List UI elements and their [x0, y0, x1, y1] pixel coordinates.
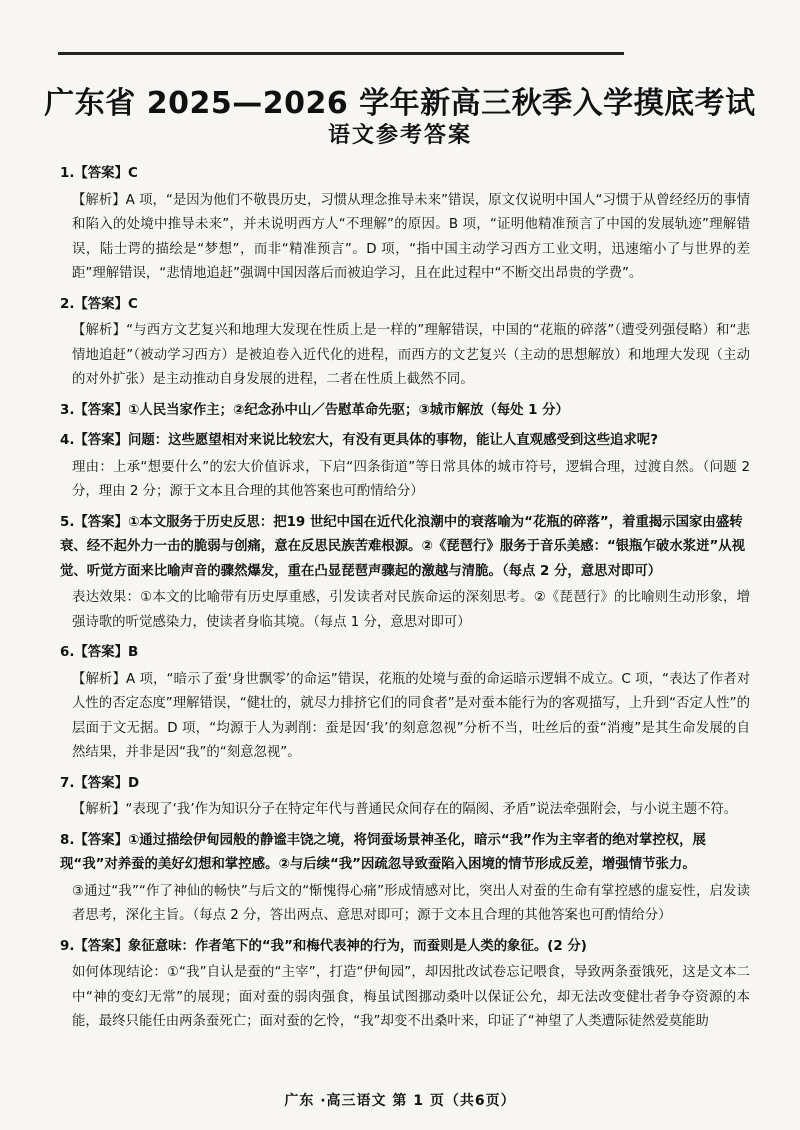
- page-title: 广东省 2025—2026 学年新高三秋季入学摸底考试: [44, 86, 756, 121]
- question-3: [60, 399, 750, 424]
- question-2-explanation: 【解析】“与西方文艺复兴和地理大发现在性质上是一样的”理解错误，中国的“花瓶的碎落”（遭受列强侵略）和“悲情地追赶”（被动学习西方）是被迫卷入近代化的进程，而西方的文艺复兴（主动的思想解放）和地理大发现（主动的对外扩张）是主动推动自身发展的进程，二者在性质上截然不同。: [72, 323, 750, 387]
- question-8-point-3: ③通过“我”“作了神仙的畅快”与后文的“惭愧得心痛”形成情感对比，突出人对蚕的生命有掌控感的虚妄性，启发读者思考，深化主旨。（每点 2 分，答出两点、意思对即可；源于文本且合理的其他答案也可酌情给分）: [72, 883, 750, 923]
- question-4-reason: 理由：上承“想要什么”的宏大价值诉求，下启“四条街道”等日常具体的城市符号，逻辑合理，过渡自然。（问题 2 分，理由 2 分；源于文本且合理的其他答案也可酌情给分）: [72, 459, 750, 499]
- question-1-answer: 1.【答案】C: [60, 166, 138, 181]
- question-8: [60, 829, 750, 929]
- question-9-explanation: 如何体现结论：①“我”自认是蚕的“主宰”，打造“伊甸园”，却因批改试卷忘记喂食，导致两条蚕饿死，这是文本二中“神的变幻无常”的展现；面对蚕的弱肉强食，梅虽试图挪动桑叶以保证公允，却无法改变健壮者争夺资源的本能，最终只能任由两条蚕死亡；面对蚕的乞怜，“我”却变不出桑叶来，印证了“神望了人类遭际徒然爱莫能助: [72, 965, 750, 1029]
- question-7: [60, 772, 750, 823]
- question-6-answer: 6.【答案】B: [60, 645, 139, 660]
- answer-list: [60, 162, 750, 1041]
- question-5: [60, 511, 750, 636]
- question-8-answer: 8.【答案】①通过描绘伊甸园般的静谧丰饶之境，将饲蚕场景神圣化，暗示“我”作为主宰者的绝对掌控权，展现“我”对养蚕的美好幻想和掌控感。②与后续“我”因疏忽导致蚕陷入困境的情节形成反差，增强情节张力。: [60, 832, 706, 872]
- question-1-explanation: 【解析】A 项，“是因为他们不敬畏历史，习惯从理念推导未来”错误，原文仅说明中国人“习惯于从曾经经历的事情和陷入的处境中推导未来”，并未说明西方人“不理解”的原因。B 项，“证明他精准预言了中国的发展轨迹”理解错误，陆士谔的描绘是“梦想”，而非“精准预言”。D 项，“指中国主动学习西方工业文明，迅速缩小了与世界的差距”理解错误，“悲情地追赶”强调中国因落后而被迫学习，且在此过程中“不断交出昂贵的学费”。: [72, 192, 750, 281]
- question-6: [60, 641, 750, 766]
- question-6-explanation: 【解析】A 项，“暗示了蚕‘身世飘零’的命运”错误，花瓶的处境与蚕的命运暗示逻辑不成立。C 项，“表达了作者对人性的否定态度”理解错误，“健壮的，就尽力排挤它们的同食者”是对蚕本能行为的客观描写，上升到“否定人性”的层面于文无据。D 项，“均源于人为剥削：蚕是因‘我’的刻意忽视”分析不当，吐丝后的蚕“消瘦”是其生命发展的自然结果，并非是因“我”的“刻意忽视”。: [72, 671, 750, 760]
- question-9-answer: 9.【答案】象征意味：作者笔下的“我”和梅代表神的行为，而蚕则是人类的象征。(2 分): [60, 938, 587, 954]
- question-4: [60, 429, 750, 505]
- question-4-answer: 4.【答案】问题：这些愿望相对来说比较宏大，有没有更具体的事物，能让人直观感受到这些追求呢?: [60, 433, 658, 448]
- page-subtitle: 语文参考答案: [327, 123, 472, 148]
- question-2-answer: 2.【答案】C: [60, 296, 138, 312]
- question-5-effect: 表达效果：①本文的比喻带有历史厚重感，引发读者对民族命运的深刻思考。②《琵琶行》的比喻则生动形象，增强诗歌的听觉感染力，使读者身临其境。（每点 1 分，意思对即可）: [72, 590, 750, 630]
- question-1: [60, 162, 750, 287]
- question-5-answer: 5.【答案】①本文服务于历史反思：把19 世纪中国在近代化浪潮中的衰落喻为“花瓶的碎落”，着重揭示国家由盛转衰、经不起外力一击的脆弱与创痛，意在反思民族苦难根源。②《琵琶行》服务于音乐美感：“银瓶乍破水浆迸”从视觉、听觉方面来比喻声音的骤然爆发，重在凸显琵琶声骤起的激越与清脆。（每点 2 分，意思对即可）: [60, 514, 746, 579]
- top-rule-divider: [58, 52, 624, 55]
- question-2: [60, 293, 750, 393]
- page-footer: 广东 ·高三语文 第 1 页（共6页）: [284, 1093, 516, 1109]
- question-7-answer: 7.【答案】D: [60, 775, 140, 791]
- question-9: [60, 935, 750, 1035]
- question-3-answer: 3.【答案】①人民当家作主；②纪念孙中山／告慰革命先驱；③城市解放（每处 1 分）: [60, 402, 569, 418]
- question-7-explanation: 【解析】“表现了‘我’作为知识分子在特定年代与普通民众间存在的隔阂、矛盾”说法牵强附会，与小说主题不符。: [72, 802, 738, 817]
